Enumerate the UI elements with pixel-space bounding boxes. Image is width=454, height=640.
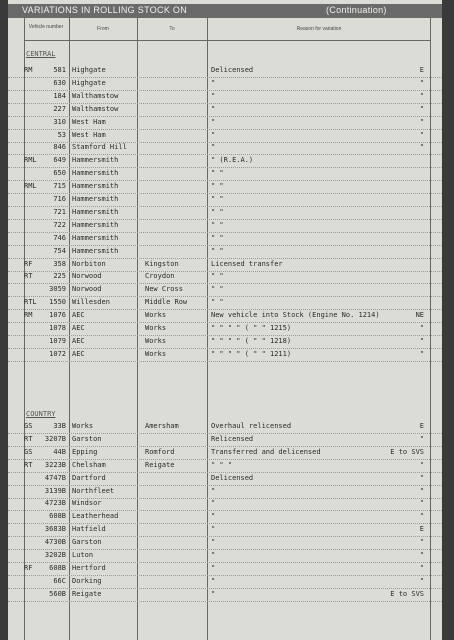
status-code: "	[419, 434, 424, 443]
table-row	[8, 64, 442, 78]
vehicle-number: 608B	[49, 563, 66, 572]
from-garage: Hammersmith	[72, 233, 119, 242]
from-garage: Works	[72, 422, 94, 430]
status-code: E to SVS	[390, 447, 424, 456]
status-code: "	[419, 486, 424, 495]
table-row	[8, 103, 442, 117]
status-code: "	[419, 576, 424, 585]
variation-reason: New vehicle into Stock (Engine No. 1214)	[211, 311, 380, 320]
variation-reason: "	[211, 551, 216, 559]
col-to: To	[169, 26, 175, 32]
from-garage: Hammersmith	[72, 156, 119, 165]
variation-reason: "	[211, 78, 216, 87]
vehicle-number: 754	[53, 246, 66, 255]
table-row	[8, 472, 442, 486]
table-row	[8, 232, 442, 246]
vehicle-number: 1550	[49, 298, 66, 307]
status-code: "	[419, 563, 424, 572]
variation-reason: Delicensed	[211, 66, 254, 74]
variation-reason: Delicensed	[211, 473, 254, 482]
variation-reason: "	[211, 512, 216, 521]
from-garage: Dartford	[72, 473, 106, 482]
status-code: E to SVS	[390, 589, 424, 598]
vehicle-number: 227	[53, 104, 66, 113]
table-row	[8, 129, 442, 143]
vehicle-number: 310	[53, 117, 66, 126]
vehicle-class: RT	[24, 272, 33, 281]
status-code: "	[419, 512, 424, 521]
from-garage: Highgate	[72, 66, 106, 74]
from-garage: West Ham	[72, 117, 106, 126]
to-garage: Works	[145, 349, 167, 358]
vehicle-class: RT	[24, 460, 33, 469]
table-row	[8, 459, 442, 473]
variation-reason: " "	[211, 272, 224, 281]
vehicle-class: RF	[24, 259, 33, 268]
table-row	[8, 588, 442, 602]
to-garage: New Cross	[145, 285, 183, 294]
from-garage: Walthamstow	[72, 91, 119, 100]
table-row	[8, 90, 442, 104]
vehicle-number: 715	[53, 182, 66, 191]
from-garage: Highgate	[72, 78, 106, 87]
table-row	[8, 549, 442, 563]
vehicle-class: RT	[24, 434, 33, 443]
variation-reason: "	[211, 589, 216, 598]
vehicle-number: 1079	[49, 336, 66, 345]
table-row	[8, 420, 442, 434]
variation-reason: "	[211, 130, 216, 139]
sheet-title: VARIATIONS IN ROLLING STOCK ON	[22, 5, 188, 15]
from-garage: Hammersmith	[72, 182, 119, 191]
from-garage: Hertford	[72, 563, 106, 572]
from-garage: Hammersmith	[72, 246, 119, 255]
vehicle-number: 650	[53, 169, 66, 178]
status-code: "	[419, 78, 424, 87]
to-garage: Works	[145, 336, 167, 345]
vehicle-class: GS	[24, 422, 33, 430]
from-garage: Windsor	[72, 499, 102, 508]
from-garage: AEC	[72, 324, 85, 332]
variation-reason: "	[211, 117, 216, 126]
table-row	[8, 335, 442, 349]
from-garage: West Ham	[72, 130, 106, 139]
variation-reason: " " " " ( " " 1211)	[211, 349, 292, 358]
status-code: "	[419, 130, 424, 139]
sheet-header	[8, 4, 442, 18]
status-code: "	[419, 538, 424, 547]
from-garage: Norwood	[72, 285, 102, 294]
variation-reason: " "	[211, 246, 224, 255]
variation-reason: Overhaul relicensed	[211, 422, 292, 430]
from-garage: AEC	[72, 311, 85, 320]
header-rule	[24, 40, 430, 41]
table-row	[8, 167, 442, 181]
vehicle-number: 846	[53, 143, 66, 152]
vehicle-number: 184	[53, 91, 66, 100]
vehicle-number: 1078	[49, 324, 66, 332]
to-garage: Middle Row	[145, 298, 188, 307]
from-garage: Norbiton	[72, 259, 106, 268]
variation-reason: " "	[211, 169, 224, 178]
from-garage: Luton	[72, 551, 94, 559]
vehicle-number: 1076	[49, 311, 66, 320]
table-row	[8, 270, 442, 284]
from-garage: Hammersmith	[72, 195, 119, 203]
variation-reason: " (R.E.A.)	[211, 156, 254, 165]
table-row	[8, 510, 442, 524]
to-garage: Reigate	[145, 460, 175, 469]
vehicle-number: 630	[53, 78, 66, 87]
status-code: E	[419, 525, 424, 534]
from-garage: Norwood	[72, 272, 102, 281]
col-vehicle-number: Vehicle number	[28, 24, 64, 30]
from-garage: Garston	[72, 434, 102, 443]
vehicle-class: RML	[24, 182, 37, 191]
vehicle-number: 4747B	[44, 473, 66, 482]
variation-reason: "	[211, 499, 216, 508]
vehicle-number: 649	[53, 156, 66, 165]
vehicle-number: 66C	[53, 576, 66, 585]
table-row	[8, 433, 442, 447]
to-garage: Croydon	[145, 272, 175, 281]
vehicle-number: 722	[53, 220, 66, 229]
from-garage: AEC	[72, 336, 85, 345]
table-row	[8, 497, 442, 511]
table-row	[8, 485, 442, 499]
table-row	[8, 77, 442, 91]
section-country: COUNTRY	[26, 410, 56, 418]
table-row	[8, 446, 442, 460]
vehicle-number: 3202B	[44, 551, 66, 559]
vehicle-number: 44B	[53, 447, 66, 456]
table-row	[8, 536, 442, 550]
table-row	[8, 575, 442, 589]
vehicle-number: 53	[57, 130, 66, 139]
from-garage: Hammersmith	[72, 220, 119, 229]
table-row	[8, 245, 442, 259]
vehicle-number: 1072	[49, 349, 66, 358]
table-row	[8, 154, 442, 168]
status-code: "	[419, 460, 424, 469]
variation-reason: Transferred and delicensed	[211, 447, 321, 456]
variation-reason: Relicensed	[211, 434, 254, 443]
status-code: "	[419, 499, 424, 508]
variation-reason: " "	[211, 220, 224, 229]
variation-reason: "	[211, 143, 216, 152]
table-row	[8, 296, 442, 310]
table-row	[8, 348, 442, 362]
vehicle-class: RM	[24, 311, 33, 320]
to-garage: Romford	[145, 447, 175, 456]
from-garage: Garston	[72, 538, 102, 547]
variation-reason: " "	[211, 285, 224, 294]
vehicle-number: 4723B	[44, 499, 66, 508]
table-row	[8, 258, 442, 272]
table-row	[8, 523, 442, 537]
from-garage: Reigate	[72, 589, 102, 598]
vehicle-number: 3207B	[44, 434, 66, 443]
vehicle-number: 3683B	[44, 525, 66, 534]
col-from: From	[97, 26, 109, 32]
vehicle-class: RML	[24, 156, 37, 165]
vehicle-number: 608B	[49, 512, 66, 521]
table-row	[8, 116, 442, 130]
status-code: "	[419, 473, 424, 482]
status-code: "	[419, 551, 424, 559]
from-garage: Hammersmith	[72, 169, 119, 178]
vehicle-number: 581	[53, 66, 66, 74]
vehicle-class: RF	[24, 563, 33, 572]
table-row	[8, 180, 442, 194]
from-garage: Willesden	[72, 298, 110, 307]
vehicle-number: 721	[53, 207, 66, 216]
to-garage: Works	[145, 324, 167, 332]
status-code: "	[419, 91, 424, 100]
variation-reason: "	[211, 104, 216, 113]
variation-reason: Licensed transfer	[211, 259, 283, 268]
variation-reason: " "	[211, 195, 224, 203]
from-garage: Epping	[72, 447, 98, 456]
variation-reason: " "	[211, 182, 224, 191]
from-garage: Stamford Hill	[72, 143, 127, 152]
vehicle-number: 4730B	[44, 538, 66, 547]
vehicle-number: 560B	[49, 589, 66, 598]
from-garage: Northfleet	[72, 486, 115, 495]
section-central: CENTRAL	[26, 50, 56, 58]
table-row	[8, 283, 442, 297]
variation-reason: " "	[211, 207, 224, 216]
from-garage: AEC	[72, 349, 85, 358]
table-row	[8, 141, 442, 155]
vehicle-number: 33B	[53, 422, 66, 430]
to-garage: Works	[145, 311, 167, 320]
vehicle-number: 716	[53, 195, 66, 203]
variation-reason: " "	[211, 233, 224, 242]
from-garage: Dorking	[72, 576, 102, 585]
to-garage: Amersham	[145, 422, 179, 430]
vehicle-class: GS	[24, 447, 33, 456]
table-row	[8, 206, 442, 220]
table-row	[8, 193, 442, 207]
variation-reason: "	[211, 576, 216, 585]
variation-reason: "	[211, 563, 216, 572]
status-code: "	[419, 143, 424, 152]
variation-reason: " "	[211, 298, 224, 307]
vehicle-number: 3059	[49, 285, 66, 294]
stock-variation-sheet	[8, 0, 442, 640]
vehicle-class: RM	[24, 66, 33, 74]
vehicle-number: 358	[53, 259, 66, 268]
table-row	[8, 562, 442, 576]
vehicle-class: RTL	[24, 298, 37, 307]
status-code: E	[419, 66, 424, 74]
status-code: "	[419, 117, 424, 126]
status-code: E	[419, 422, 424, 430]
variation-reason: "	[211, 486, 216, 495]
vehicle-number: 225	[53, 272, 66, 281]
variation-reason: " " " " ( " " 1215)	[211, 324, 292, 332]
vehicle-number: 3223B	[44, 460, 66, 469]
from-garage: Walthamstow	[72, 104, 119, 113]
status-code: "	[419, 349, 424, 358]
table-row	[8, 322, 442, 336]
status-code: "	[419, 104, 424, 113]
status-code: NE	[415, 311, 424, 320]
col-reason: Reason for variation	[296, 26, 342, 32]
status-code: "	[419, 324, 424, 332]
vehicle-number: 746	[53, 233, 66, 242]
variation-reason: "	[211, 525, 216, 534]
from-garage: Hatfield	[72, 525, 106, 534]
table-row	[8, 219, 442, 233]
status-code: "	[419, 336, 424, 345]
from-garage: Hammersmith	[72, 207, 119, 216]
continuation-label: (Continuation)	[326, 5, 387, 15]
variation-reason: " " "	[211, 460, 233, 469]
variation-reason: "	[211, 91, 216, 100]
from-garage: Leatherhead	[72, 512, 119, 521]
from-garage: Chelsham	[72, 460, 106, 469]
to-garage: Kingston	[145, 259, 179, 268]
table-row	[8, 309, 442, 323]
vehicle-number: 3139B	[44, 486, 66, 495]
variation-reason: "	[211, 538, 216, 547]
variation-reason: " " " " ( " " 1218)	[211, 336, 292, 345]
